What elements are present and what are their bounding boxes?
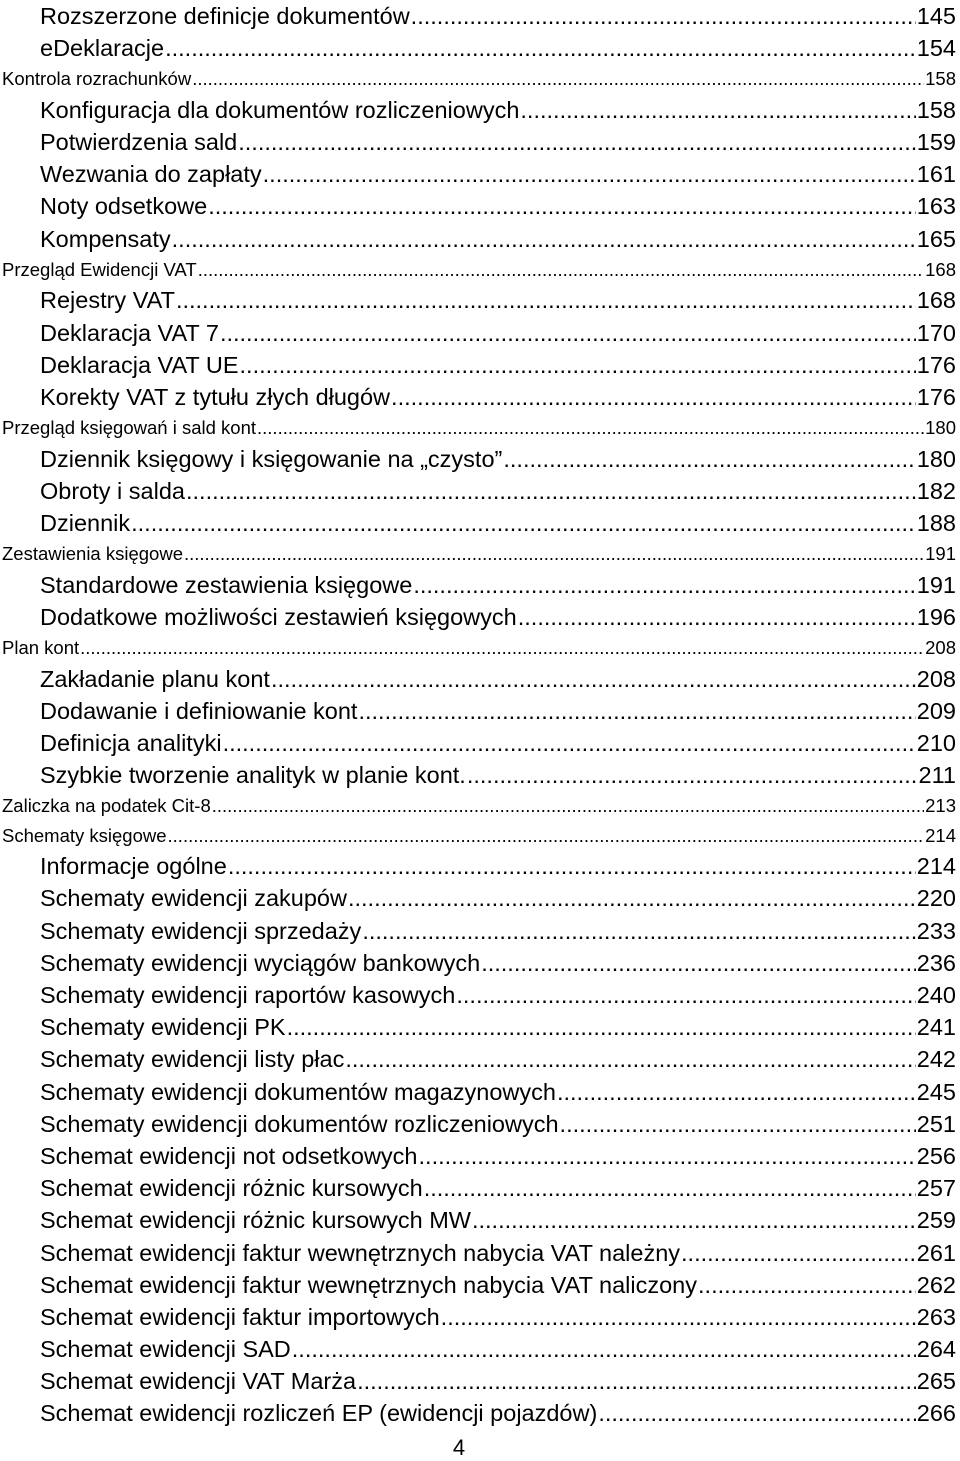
dot-leader (257, 413, 924, 443)
dot-leader (292, 1333, 916, 1365)
toc-entry-title: Kontrola rozrachunków (2, 68, 192, 90)
dot-leader (357, 1365, 916, 1397)
toc-entry-page-number: 240 (916, 982, 956, 1008)
toc-entry-page-number: 168 (916, 287, 956, 314)
toc-entry-page-number: 264 (916, 1336, 956, 1363)
toc-entry-title: Dziennik (40, 509, 131, 536)
toc-subsection-entry[interactable] (0, 190, 960, 222)
dot-leader (419, 1140, 916, 1172)
toc-entry-title: Dziennik księgowy i księgowanie na „czysto” (40, 445, 503, 472)
dot-leader (208, 190, 916, 222)
dot-leader (223, 727, 916, 759)
dot-leader (172, 223, 916, 255)
toc-subsection-entry[interactable] (0, 158, 960, 190)
toc-subsection-entry[interactable] (0, 1237, 960, 1269)
toc-entry-title: Informacje ogólne (40, 853, 227, 880)
dot-leader (698, 1269, 916, 1301)
toc-subsection-entry[interactable] (0, 759, 960, 791)
toc-subsection-entry[interactable] (0, 695, 960, 727)
dot-leader (348, 882, 916, 914)
toc-entry-page-number: 191 (916, 571, 956, 598)
toc-entry-page-number: 214 (925, 824, 956, 846)
toc-entry-page-number: 168 (925, 258, 956, 280)
dot-leader (560, 1108, 916, 1140)
toc-section-entry[interactable] (0, 791, 960, 821)
toc-entry-page-number: 158 (925, 68, 956, 90)
toc-subsection-entry[interactable] (0, 443, 960, 475)
dot-leader (456, 979, 915, 1011)
toc-entry-page-number: 159 (916, 129, 956, 156)
toc-section-entry[interactable] (0, 633, 960, 663)
toc-entry-page-number: 158 (916, 96, 956, 123)
toc-entry-title: Schemat ewidencji SAD (40, 1336, 291, 1363)
toc-entry-page-number: 210 (916, 729, 956, 756)
toc-entry-title: Schemat ewidencji różnic kursowych (40, 1175, 423, 1202)
toc-subsection-entry[interactable] (0, 663, 960, 695)
toc-entry-title: Schematy ewidencji wyciągów bankowych (40, 949, 481, 976)
toc-entry-page-number: 259 (916, 1207, 956, 1234)
toc-subsection-entry[interactable] (0, 94, 960, 126)
toc-section-entry[interactable] (0, 413, 960, 443)
toc-entry-title: Szybkie tworzenie analityk w planie kont. (40, 762, 466, 789)
toc-entry-title: Zestawienia księgowe (2, 543, 183, 565)
toc-entry-title: Definicja analityki (40, 729, 222, 756)
toc-entry-title: Rejestry VAT (40, 287, 175, 314)
toc-entry-page-number: 233 (916, 917, 956, 944)
toc-entry-page-number: 208 (916, 665, 956, 692)
dot-leader (240, 349, 916, 381)
toc-subsection-entry[interactable] (0, 317, 960, 349)
dot-leader (263, 158, 916, 190)
toc-subsection-entry[interactable] (0, 223, 960, 255)
toc-entry-page-number: 208 (925, 637, 956, 658)
toc-entry-title: Schematy księgowe (2, 824, 167, 846)
toc-section-entry[interactable] (0, 539, 960, 569)
toc-entry-page-number: 180 (925, 417, 956, 439)
toc-entry-page-number: 262 (916, 1271, 956, 1298)
toc-subsection-entry[interactable] (0, 1301, 960, 1333)
toc-entry-page-number: 251 (916, 1110, 956, 1137)
toc-entry-page-number: 209 (916, 697, 956, 724)
dot-leader (168, 821, 925, 851)
toc-section-entry[interactable] (0, 64, 960, 94)
dot-leader (391, 381, 916, 413)
toc-entry-title: Potwierdzenia sald (40, 129, 238, 156)
toc-entry-title: Schematy ewidencji dokumentów magazynowych (40, 1078, 556, 1105)
toc-entry-title: Standardowe zestawienia księgowe (40, 571, 413, 598)
toc-entry-title: Schemat ewidencji VAT Marża (40, 1368, 357, 1395)
toc-entry-title: Schemat ewidencji not odsetkowych (40, 1142, 418, 1169)
toc-section-entry[interactable] (0, 821, 960, 851)
dot-leader (358, 695, 915, 727)
toc-entry-title: Schematy ewidencji zakupów (40, 885, 347, 912)
toc-subsection-entry[interactable] (0, 1043, 960, 1075)
toc-entry-title: Zaliczka na podatek Cit-8 (2, 795, 211, 817)
toc-subsection-entry[interactable] (0, 1140, 960, 1172)
toc-entry-page-number: 242 (916, 1046, 956, 1073)
toc-entry-page-number: 241 (916, 1014, 956, 1041)
dot-leader (345, 1043, 915, 1075)
toc-subsection-entry[interactable] (0, 1172, 960, 1204)
toc-entry-title: Schemat ewidencji różnic kursowych MW (40, 1207, 471, 1234)
toc-subsection-entry[interactable] (0, 126, 960, 158)
toc-entry-title: Schematy ewidencji raportów kasowych (40, 982, 456, 1008)
dot-leader (186, 475, 916, 507)
page-number: 4 (452, 1435, 466, 1460)
dot-leader (503, 443, 915, 475)
toc-entry-page-number: 163 (916, 193, 956, 220)
toc-entry-page-number: 182 (916, 477, 956, 504)
dot-leader (481, 947, 916, 979)
toc-entry-title: Rozszerzone definicje dokumentów (40, 3, 410, 29)
toc-entry-title: Schemat ewidencji rozliczeń EP (ewidencji pojazdów) (40, 1400, 598, 1427)
toc-entry-page-number: 265 (916, 1368, 956, 1395)
toc-entry-title: Schematy ewidencji dokumentów rozliczeniowych (40, 1110, 559, 1137)
toc-entry-title: Dodatkowe możliwości zestawień księgowych (40, 603, 517, 630)
toc-entry-title: Deklaracja VAT 7 (40, 319, 219, 346)
dot-leader (184, 539, 924, 569)
toc-entry-title: Plan kont (2, 637, 80, 658)
toc-entry-title: Schemat ewidencji faktur wewnętrznych nabycia VAT należny (40, 1239, 681, 1266)
toc-entry-page-number: 263 (916, 1303, 956, 1330)
toc-subsection-entry[interactable] (0, 601, 960, 633)
toc-subsection-entry[interactable] (0, 507, 960, 539)
toc-entry-page-number: 145 (916, 3, 956, 29)
toc-subsection-entry[interactable] (0, 1011, 960, 1043)
dot-leader (424, 1172, 916, 1204)
toc-entry-page-number: 170 (916, 319, 956, 346)
toc-entry-page-number: 196 (916, 603, 956, 630)
toc-entry-title: Dodawanie i definiowanie kont (40, 697, 358, 724)
toc-subsection-entry[interactable] (0, 1333, 960, 1365)
toc-subsection-entry[interactable] (0, 727, 960, 759)
dot-leader (212, 791, 924, 821)
dot-leader (198, 255, 924, 285)
dot-leader (362, 915, 915, 947)
toc-subsection-entry[interactable] (0, 1365, 960, 1397)
toc-subsection-entry[interactable] (0, 1204, 960, 1236)
toc-entry-page-number: 214 (916, 853, 956, 880)
toc-subsection-entry[interactable] (0, 947, 960, 979)
toc-entry-page-number: 161 (916, 161, 956, 188)
toc-subsection-entry[interactable] (0, 475, 960, 507)
toc-entry-page-number: 211 (918, 762, 956, 789)
dot-leader (598, 1397, 915, 1429)
dot-leader (238, 126, 916, 158)
toc-entry-title: eDeklaracje (40, 35, 165, 62)
dot-leader (472, 1204, 916, 1236)
toc-entry-page-number: 236 (916, 949, 956, 976)
toc-entry-title: Schemat ewidencji faktur importowych (40, 1303, 440, 1330)
toc-entry-page-number: 188 (916, 509, 956, 536)
toc-entry-title: Przegląd Ewidencji VAT (2, 258, 197, 280)
dot-leader (441, 1301, 916, 1333)
toc-entry-page-number: 261 (916, 1239, 956, 1266)
toc-section-entry[interactable] (0, 255, 960, 285)
toc-entry-title: Kompensaty (40, 225, 171, 252)
toc-entry-title: Przegląd księgowań i sald kont (2, 417, 257, 439)
toc-entry-title: Zakładanie planu kont (40, 665, 270, 692)
dot-leader (220, 317, 916, 349)
toc-entry-page-number: 245 (916, 1078, 956, 1105)
toc-entry-page-number: 165 (916, 225, 956, 252)
toc-entry-page-number: 257 (916, 1175, 956, 1202)
toc-entry-title: Schematy ewidencji listy płac (40, 1046, 345, 1073)
toc-entry-title: Schematy ewidencji sprzedaży (40, 917, 362, 944)
toc-entry-page-number: 180 (916, 445, 956, 472)
toc-subsection-entry[interactable] (0, 569, 960, 601)
dot-leader (80, 633, 924, 663)
toc-subsection-entry[interactable] (0, 0, 960, 32)
dot-leader (287, 1011, 916, 1043)
toc-entry-page-number: 191 (925, 543, 956, 565)
toc-entry-page-number: 176 (916, 351, 956, 378)
toc-entry-title: Obroty i salda (40, 477, 185, 504)
toc-subsection-entry[interactable] (0, 1108, 960, 1140)
dot-leader (411, 0, 916, 32)
toc-entry-page-number: 266 (916, 1400, 956, 1427)
dot-leader (176, 284, 916, 316)
toc-entry-title: Schematy ewidencji PK (40, 1014, 286, 1041)
toc-subsection-entry[interactable] (0, 1076, 960, 1108)
toc-entry-title: Konfiguracja dla dokumentów rozliczeniowych (40, 96, 520, 123)
dot-leader (271, 663, 916, 695)
dot-leader (467, 759, 918, 791)
toc-entry-page-number: 220 (916, 885, 956, 912)
dot-leader (681, 1237, 916, 1269)
dot-leader (228, 850, 916, 882)
toc-subsection-entry[interactable] (0, 850, 960, 882)
dot-leader (192, 64, 924, 94)
toc-entry-title: Noty odsetkowe (40, 193, 208, 220)
toc-entry-title: Schemat ewidencji faktur wewnętrznych nabycia VAT naliczony (40, 1271, 698, 1298)
toc-subsection-entry[interactable] (0, 979, 960, 1011)
toc-entry-title: Deklaracja VAT UE (40, 351, 239, 378)
toc-entry-title: Wezwania do zapłaty (40, 161, 262, 188)
toc-subsection-entry[interactable] (0, 882, 960, 914)
toc-entry-title: Korekty VAT z tytułu złych długów (40, 383, 391, 410)
dot-leader (413, 569, 915, 601)
toc-subsection-entry[interactable] (0, 349, 960, 381)
toc-entry-page-number: 154 (916, 35, 956, 62)
toc-entry-page-number: 176 (916, 383, 956, 410)
dot-leader (557, 1076, 916, 1108)
toc-subsection-entry[interactable] (0, 915, 960, 947)
toc-subsection-entry[interactable] (0, 1397, 960, 1429)
toc-subsection-entry[interactable] (0, 284, 960, 316)
dot-leader (518, 601, 916, 633)
toc-entry-page-number: 213 (925, 795, 956, 817)
toc-subsection-entry[interactable] (0, 381, 960, 413)
toc-entry-page-number: 256 (916, 1142, 956, 1169)
dot-leader (165, 32, 916, 64)
toc-subsection-entry[interactable] (0, 1269, 960, 1301)
dot-leader (131, 507, 916, 539)
toc-subsection-entry[interactable] (0, 32, 960, 64)
dot-leader (520, 94, 915, 126)
